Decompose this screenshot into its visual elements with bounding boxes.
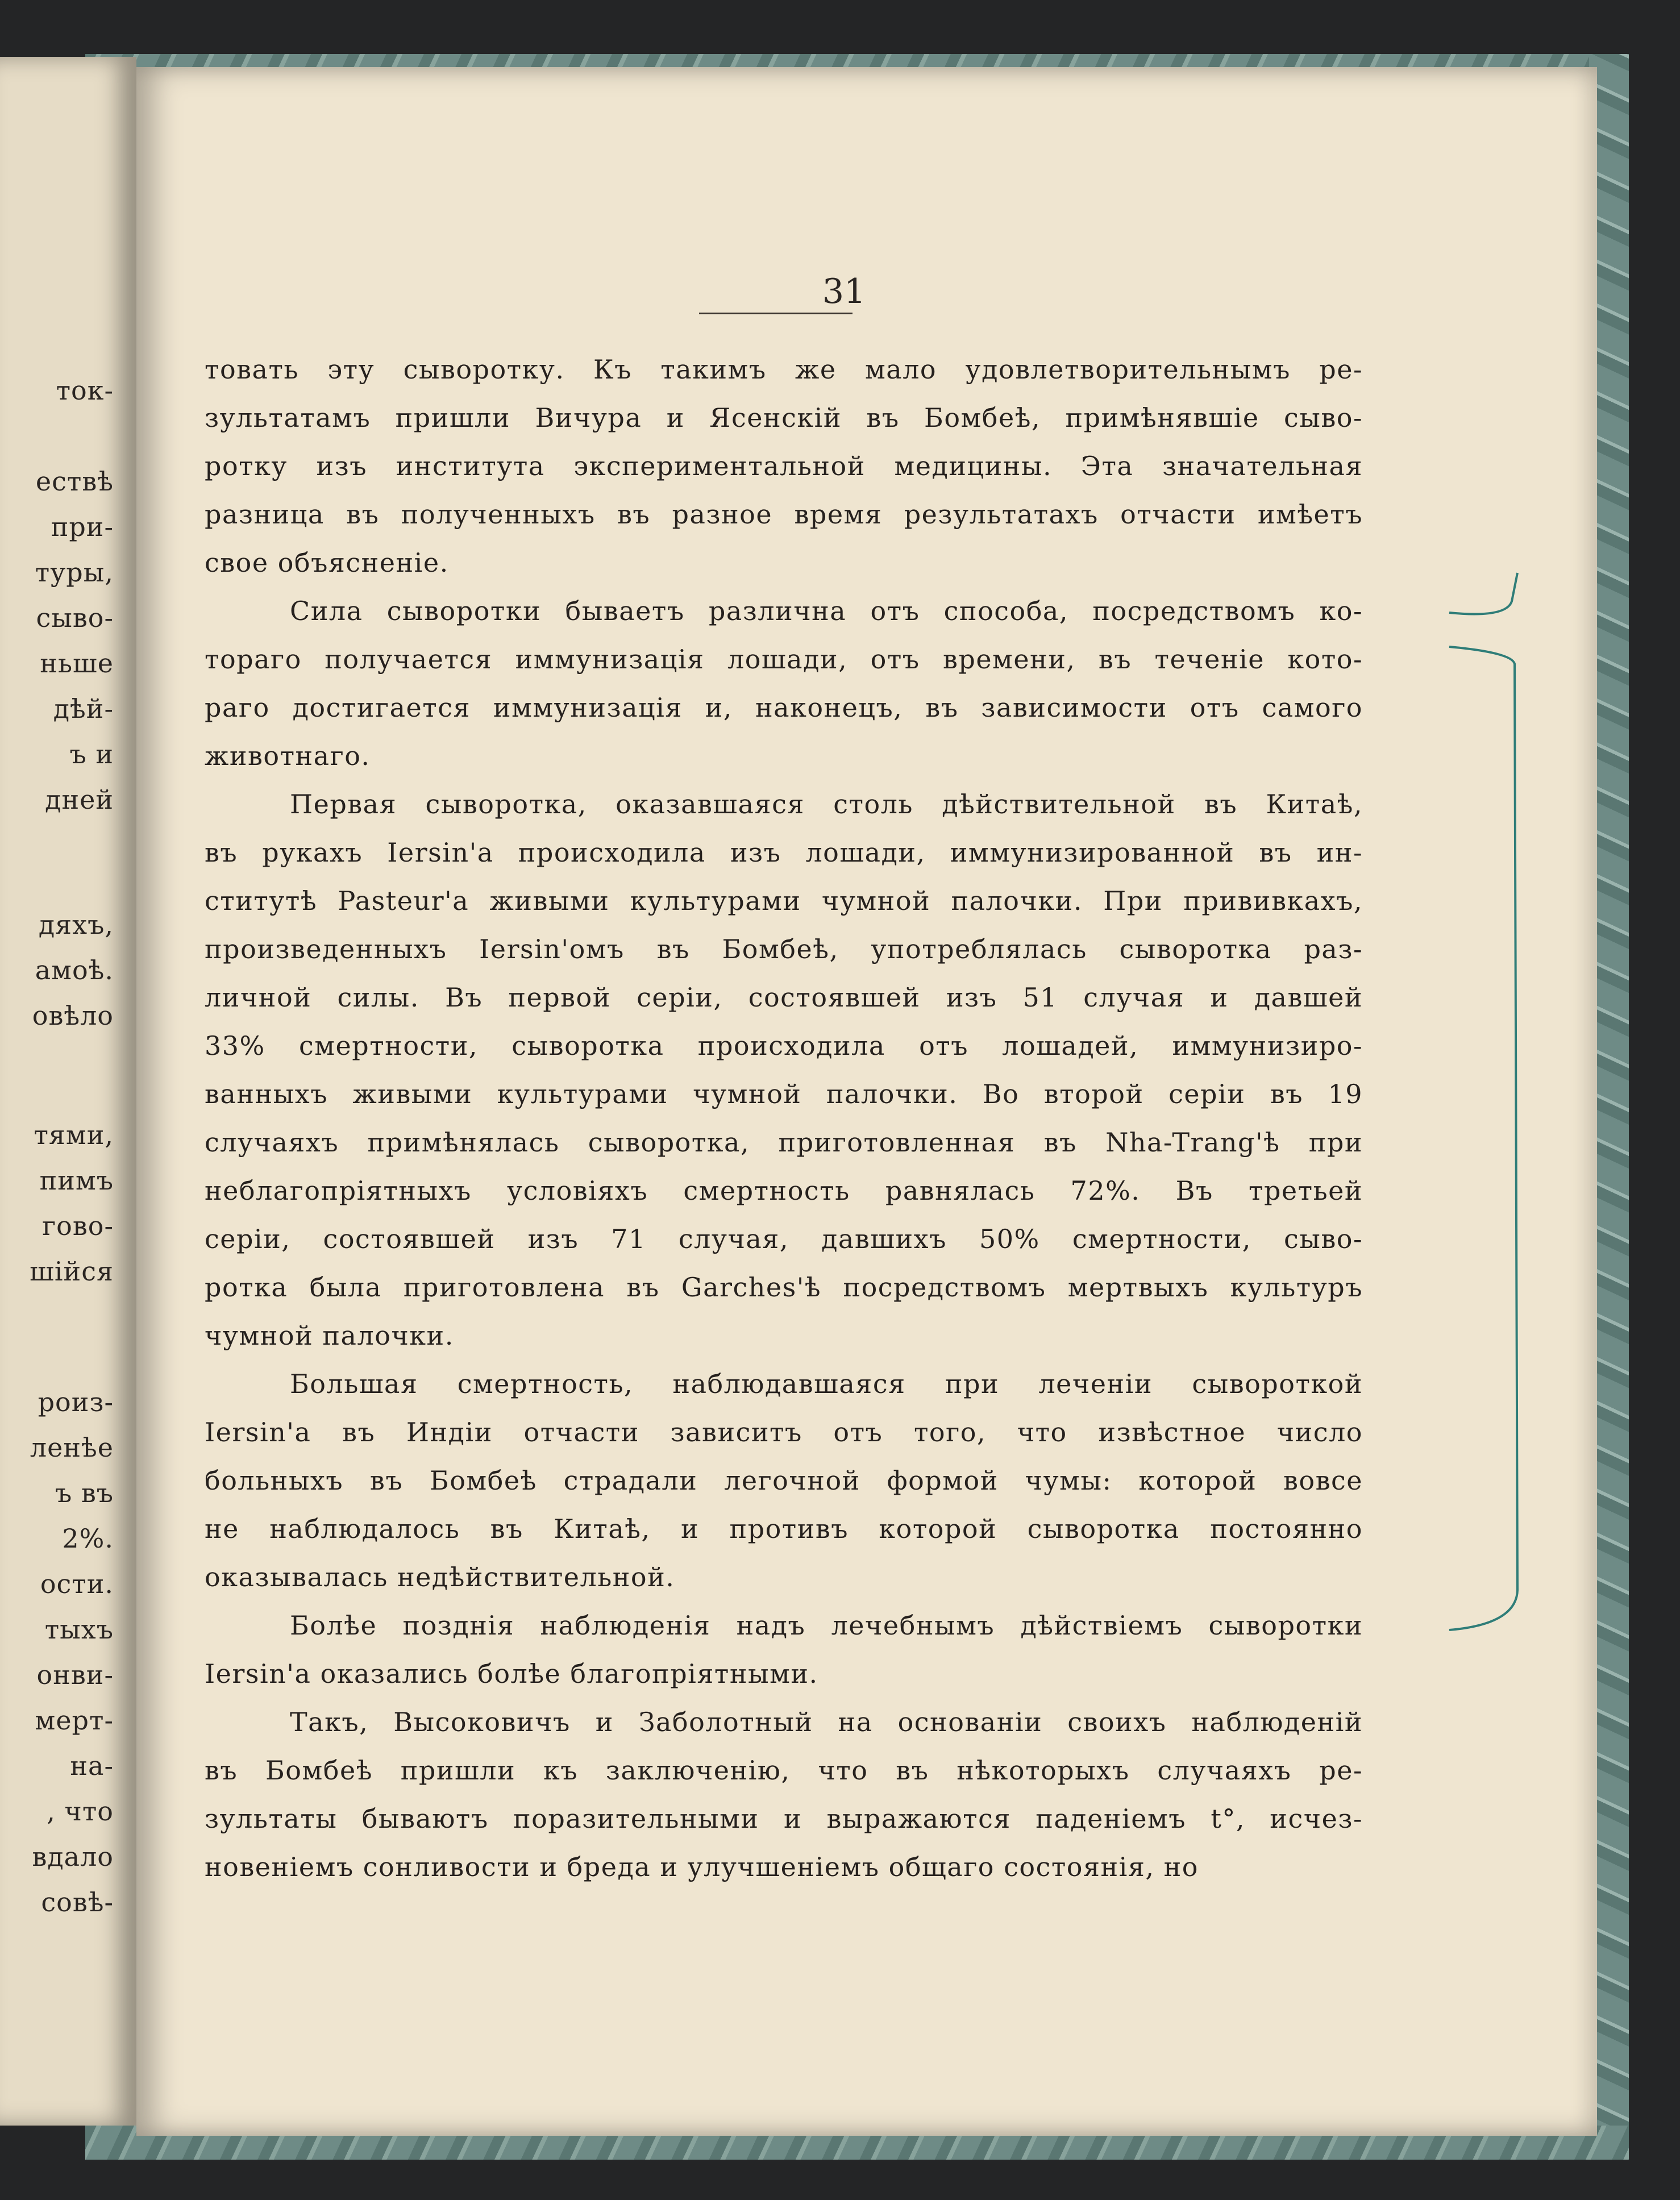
text-line: оказывалась недѣйствительной.: [205, 1562, 675, 1592]
paragraph: [205, 1602, 1363, 1698]
text-line: Такъ, Высоковичъ и Заболотный на основаніи своихъ наблюденій: [290, 1707, 1363, 1737]
paragraph: [205, 1360, 1363, 1602]
previous-page-fragment: ъ и: [69, 739, 114, 770]
previous-page-fragment: совѣ-: [41, 1887, 114, 1918]
previous-page-fragment: , что: [47, 1796, 114, 1827]
text-line: ротка была приготовлена въ Garches'ѣ посредствомъ мертвыхъ культуръ: [205, 1272, 1363, 1303]
pencil-margin-bracket: [1438, 567, 1529, 1675]
previous-page-fragment: тыхъ: [44, 1614, 114, 1645]
text-line: товать эту сыворотку. Къ такимъ же мало удовлетворительнымъ ре-: [205, 354, 1363, 385]
previous-page-fragment: пимъ: [39, 1165, 114, 1196]
previous-page-fragment: мерт-: [35, 1705, 114, 1736]
paragraph: [205, 1698, 1363, 1891]
previous-page-fragment: ествѣ: [35, 466, 114, 497]
text-line: тораго получается иммунизація лошади, отъ времени, въ теченіе кото-: [205, 644, 1363, 675]
text-line: Сила сыворотки бываетъ различна отъ способа, посредствомъ ко-: [290, 596, 1363, 626]
text-line: ститутѣ Pasteur'а живыми культурами чумной палочки. При прививкахъ,: [205, 885, 1363, 916]
previous-page-fragment: дяхъ,: [38, 909, 114, 940]
page-number-rule: [699, 313, 853, 314]
previous-page-fragment: амоѣ.: [35, 955, 114, 985]
text-line: Болѣе позднія наблюденія надъ лечебнымъ дѣйствіемъ сыворотки: [290, 1610, 1363, 1641]
text-line: Первая сыворотка, оказавшаяся столь дѣйствительной въ Китаѣ,: [290, 789, 1363, 820]
previous-page-fragment: туры,: [35, 557, 114, 588]
page-text: [205, 346, 1363, 1891]
text-line: Большая смертность, наблюдавшаяся при леченіи сывороткой: [290, 1369, 1363, 1399]
previous-page-fragment: сыво-: [36, 602, 114, 633]
text-line: свое объясненіе.: [205, 547, 449, 578]
text-line: раго достигается иммунизація и, наконецъ, въ зависимости отъ самого: [205, 692, 1363, 723]
book-page: [136, 67, 1597, 2136]
paragraph: [205, 346, 1363, 587]
text-line: животнаго.: [205, 741, 371, 771]
text-line: Iersin'а оказались болѣе благопріятными.: [205, 1658, 818, 1689]
previous-page-fragment: ньше: [40, 648, 114, 679]
text-line: въ рукахъ Iersin'а происходила изъ лошади, иммунизированной въ ин-: [205, 837, 1363, 868]
text-line: ротку изъ института экспериментальной медицины. Эта значательная: [205, 451, 1363, 481]
text-line: въ Бомбеѣ пришли къ заключенію, что въ нѣкоторыхъ случаяхъ ре-: [205, 1755, 1363, 1786]
previous-page-fragment: ъ въ: [55, 1478, 114, 1508]
text-line: новеніемъ сонливости и бреда и улучшеніемъ общаго состоянія, но: [205, 1852, 1199, 1882]
previous-page-fragment: роиз-: [38, 1387, 114, 1417]
text-line: зультатамъ пришли Вичура и Ясенскій въ Бомбеѣ, примѣнявшіе сыво-: [205, 402, 1363, 433]
previous-page-edge: [0, 57, 136, 2126]
text-line: серіи, состоявшей изъ 71 случая, давшихъ 50% смертности, сыво-: [205, 1224, 1363, 1254]
text-line: случаяхъ примѣнялась сыворотка, приготовленная въ Nha-Trang'ѣ при: [205, 1127, 1363, 1158]
text-line: личной силы. Въ первой серіи, состоявшей изъ 51 случая и давшей: [205, 982, 1363, 1013]
previous-page-fragment: ток-: [56, 375, 114, 406]
previous-page-fragment: гово-: [42, 1211, 114, 1241]
page-number: 31: [822, 272, 866, 311]
previous-page-fragment: дней: [45, 784, 114, 815]
previous-page-fragment: онви-: [36, 1660, 114, 1690]
text-line: произведенныхъ Iersin'омъ въ Бомбеѣ, употреблялась сыворотка раз-: [205, 934, 1363, 964]
text-line: разница въ полученныхъ въ разное время результатахъ отчасти имѣетъ: [205, 499, 1363, 530]
text-line: 33% смертности, сыворотка происходила отъ лошадей, иммунизиро-: [205, 1030, 1363, 1061]
text-line: ванныхъ живыми культурами чумной палочки. Во второй серіи въ 19: [205, 1079, 1363, 1109]
text-line: зультаты бываютъ поразительными и выражаются паденіемъ t°, исчез-: [205, 1803, 1363, 1834]
previous-page-fragment: вдало: [32, 1841, 114, 1872]
previous-page-fragment: при-: [51, 511, 114, 542]
paragraph: [205, 587, 1363, 780]
previous-page-fragment: шійся: [30, 1256, 114, 1287]
previous-page-fragment: ленѣе: [30, 1432, 114, 1463]
text-line: неблагопріятныхъ условіяхъ смертность равнялась 72%. Въ третьей: [205, 1175, 1363, 1206]
previous-page-fragment: 2%.: [62, 1523, 114, 1554]
text-line: не наблюдалось въ Китаѣ, и противъ которой сыворотка постоянно: [205, 1513, 1363, 1544]
previous-page-fragment: на-: [70, 1750, 114, 1781]
text-line: Iersin'а въ Индіи отчасти зависитъ отъ того, что извѣстное число: [205, 1417, 1363, 1448]
text-line: больныхъ въ Бомбеѣ страдали легочной формой чумы: которой вовсе: [205, 1465, 1363, 1496]
text-line: чумной палочки.: [205, 1320, 454, 1351]
paragraph: [205, 780, 1363, 1360]
previous-page-fragment: дѣй-: [53, 693, 114, 724]
previous-page-fragment: ости.: [40, 1569, 114, 1599]
previous-page-fragment: овѣло: [32, 1000, 114, 1031]
previous-page-fragment: тями,: [34, 1120, 114, 1150]
